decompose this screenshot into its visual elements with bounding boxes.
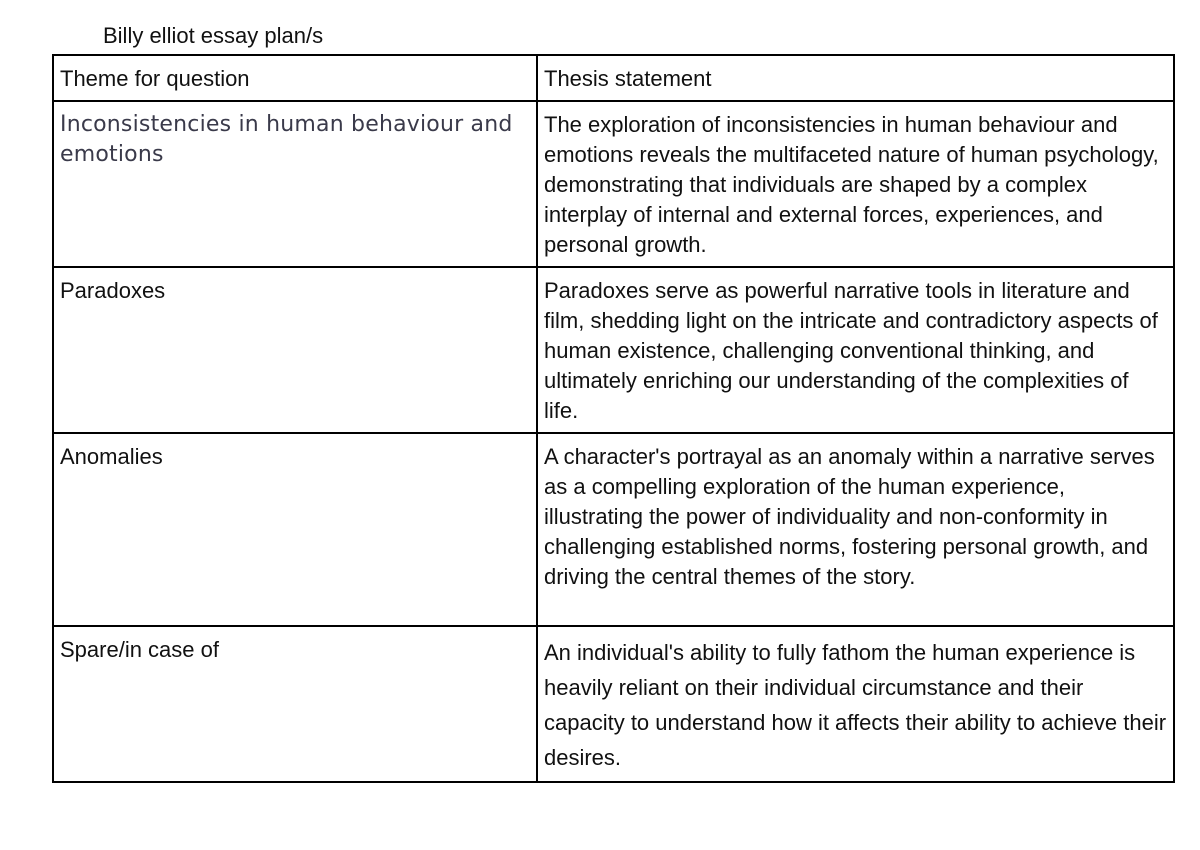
thesis-cell: An individual's ability to fully fathom the human experience is heavily reliant on their individual circumstance and their capacity to understand how it affects their ability to achieve their desires. — [537, 626, 1174, 782]
thesis-cell: Paradoxes serve as powerful narrative tools in literature and film, shedding light on the intricate and contradictory aspects of human existence, challenging conventional thinking, and ultimately enriching our understanding of the complexities of life. — [537, 267, 1174, 433]
table-row — [53, 626, 1174, 782]
table-header-row — [53, 55, 1174, 101]
header-theme: Theme for question — [53, 55, 537, 101]
thesis-cell: The exploration of inconsistencies in human behaviour and emotions reveals the multifaceted nature of human psychology, demonstrating that individuals are shaped by a complex interplay of internal and external forces, experiences, and personal growth. — [537, 101, 1174, 267]
essay-plan-table — [52, 54, 1175, 783]
theme-cell: Anomalies — [53, 433, 537, 626]
document-title: Billy elliot essay plan/s — [103, 23, 324, 48]
table-row — [53, 433, 1174, 626]
thesis-cell: A character's portrayal as an anomaly within a narrative serves as a compelling exploration of the human experience, illustrating the power of individuality and non-conformity in challenging established norms, fostering personal growth, and driving the central themes of the story. — [537, 433, 1174, 626]
theme-cell: Paradoxes — [53, 267, 537, 433]
theme-cell: Inconsistencies in human behaviour and emotions — [53, 101, 537, 267]
header-thesis: Thesis statement — [537, 55, 1174, 101]
table-row — [53, 267, 1174, 433]
table-row — [53, 101, 1174, 267]
theme-cell: Spare/in case of — [53, 626, 537, 782]
